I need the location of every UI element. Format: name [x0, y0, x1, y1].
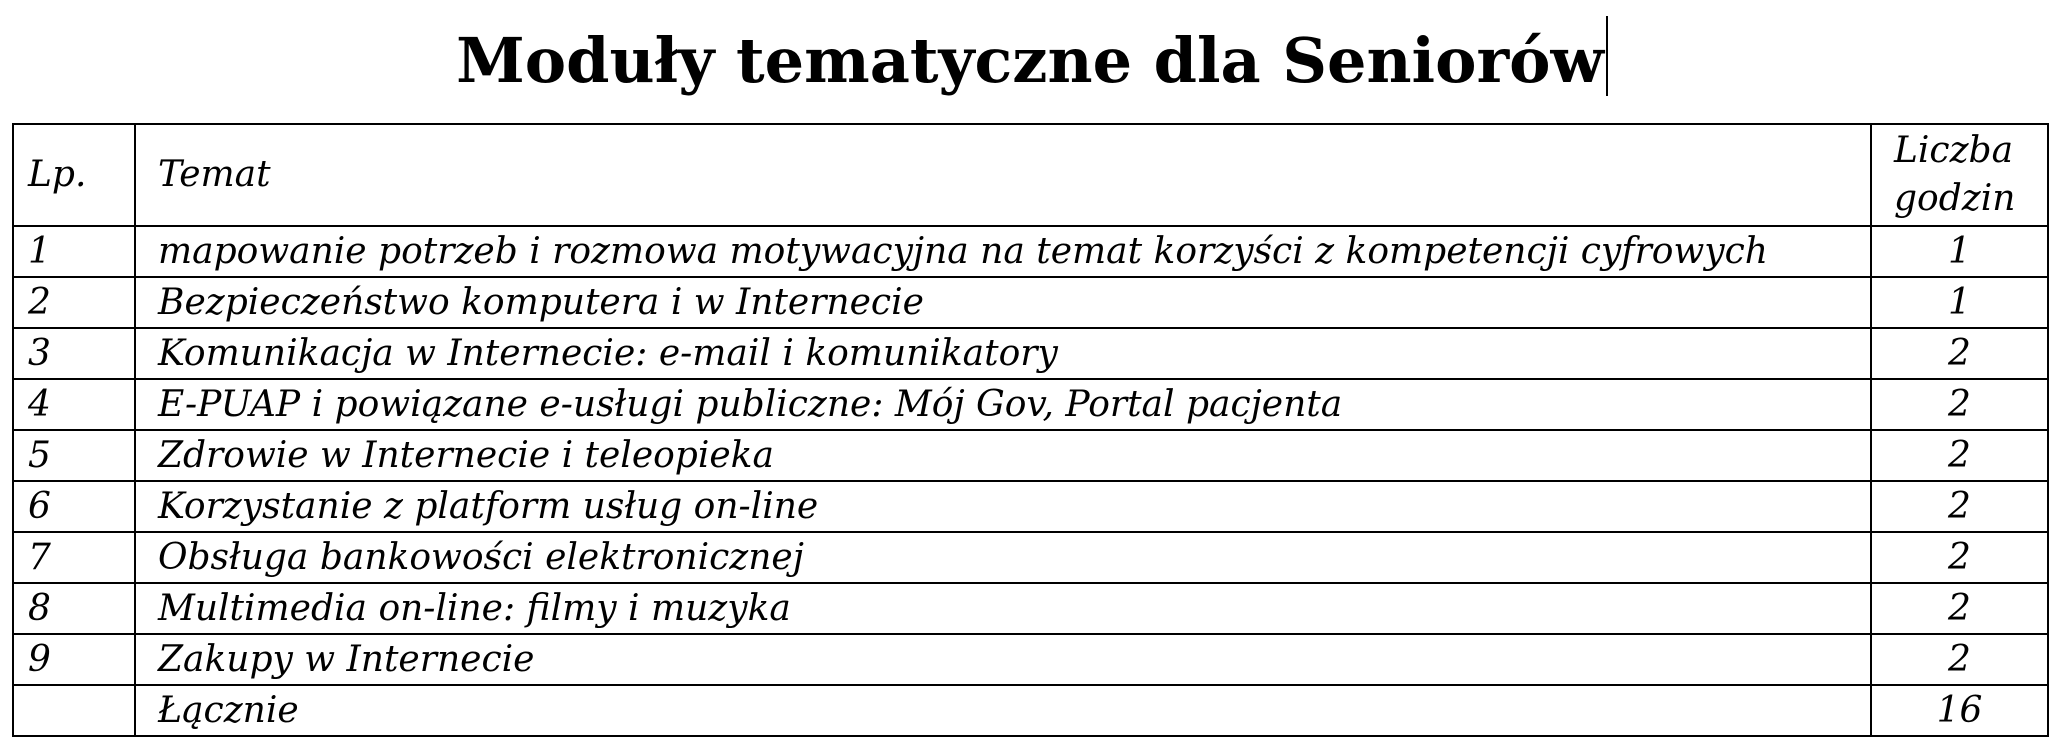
row-topic-cell[interactable]: Bezpieczeństwo komputera i w Internecie: [135, 277, 1871, 328]
total-lp-cell[interactable]: [13, 685, 135, 736]
row-lp-cell[interactable]: 9: [13, 634, 135, 685]
header-lp[interactable]: Lp.: [13, 124, 135, 226]
row-hours-cell[interactable]: 2: [1871, 481, 2048, 532]
row-lp-cell[interactable]: 4: [13, 379, 135, 430]
table-row: [13, 532, 2048, 583]
row-hours-cell[interactable]: 2: [1871, 328, 2048, 379]
row-hours-cell[interactable]: 1: [1871, 277, 2048, 328]
table-row: [13, 583, 2048, 634]
table-total-row: [13, 685, 2048, 736]
row-topic-cell[interactable]: Multimedia on-line: filmy i muzyka: [135, 583, 1871, 634]
row-hours-cell[interactable]: 2: [1871, 430, 2048, 481]
row-topic-cell[interactable]: Obsługa bankowości elektronicznej: [135, 532, 1871, 583]
table-row: [13, 328, 2048, 379]
row-topic-cell[interactable]: E-PUAP i powiązane e-usługi publiczne: Mój Gov, Portal pacjenta: [135, 379, 1871, 430]
row-topic-cell[interactable]: Korzystanie z platform usług on-line: [135, 481, 1871, 532]
document-title[interactable]: [0, 16, 2064, 104]
row-topic-cell[interactable]: Komunikacja w Internecie: e-mail i komunikatory: [135, 328, 1871, 379]
row-topic-cell[interactable]: Zakupy w Internecie: [135, 634, 1871, 685]
table-row: [13, 481, 2048, 532]
row-hours-cell[interactable]: 1: [1871, 226, 2048, 277]
table-row: [13, 277, 2048, 328]
row-lp-cell[interactable]: 3: [13, 328, 135, 379]
row-topic-cell[interactable]: mapowanie potrzeb i rozmowa motywacyjna na temat korzyści z kompetencji cyfrowych: [135, 226, 1871, 277]
table-header-row: [13, 124, 2048, 226]
row-lp-cell[interactable]: 1: [13, 226, 135, 277]
table-row: [13, 379, 2048, 430]
row-hours-cell[interactable]: 2: [1871, 634, 2048, 685]
row-hours-cell[interactable]: 2: [1871, 379, 2048, 430]
row-lp-cell[interactable]: 5: [13, 430, 135, 481]
total-hours-cell[interactable]: 16: [1871, 685, 2048, 736]
total-label-cell[interactable]: Łącznie: [135, 685, 1871, 736]
header-hours[interactable]: [1871, 124, 2048, 226]
table-row: [13, 430, 2048, 481]
row-hours-cell[interactable]: 2: [1871, 583, 2048, 634]
table-row: [13, 634, 2048, 685]
row-lp-cell[interactable]: 8: [13, 583, 135, 634]
modules-table: [12, 123, 2049, 737]
modules-table-body: [13, 124, 2048, 736]
row-hours-cell[interactable]: 2: [1871, 532, 2048, 583]
header-topic[interactable]: Temat: [135, 124, 1871, 226]
text-cursor: [1606, 16, 1608, 96]
row-lp-cell[interactable]: 7: [13, 532, 135, 583]
table-row: [13, 226, 2048, 277]
row-lp-cell[interactable]: 2: [13, 277, 135, 328]
document-title-text: Moduły tematyczne dla Seniorów: [456, 24, 1604, 97]
row-topic-cell[interactable]: Zdrowie w Internecie i teleopieka: [135, 430, 1871, 481]
header-hours-label: Liczba godzin: [1894, 130, 2016, 219]
row-lp-cell[interactable]: 6: [13, 481, 135, 532]
